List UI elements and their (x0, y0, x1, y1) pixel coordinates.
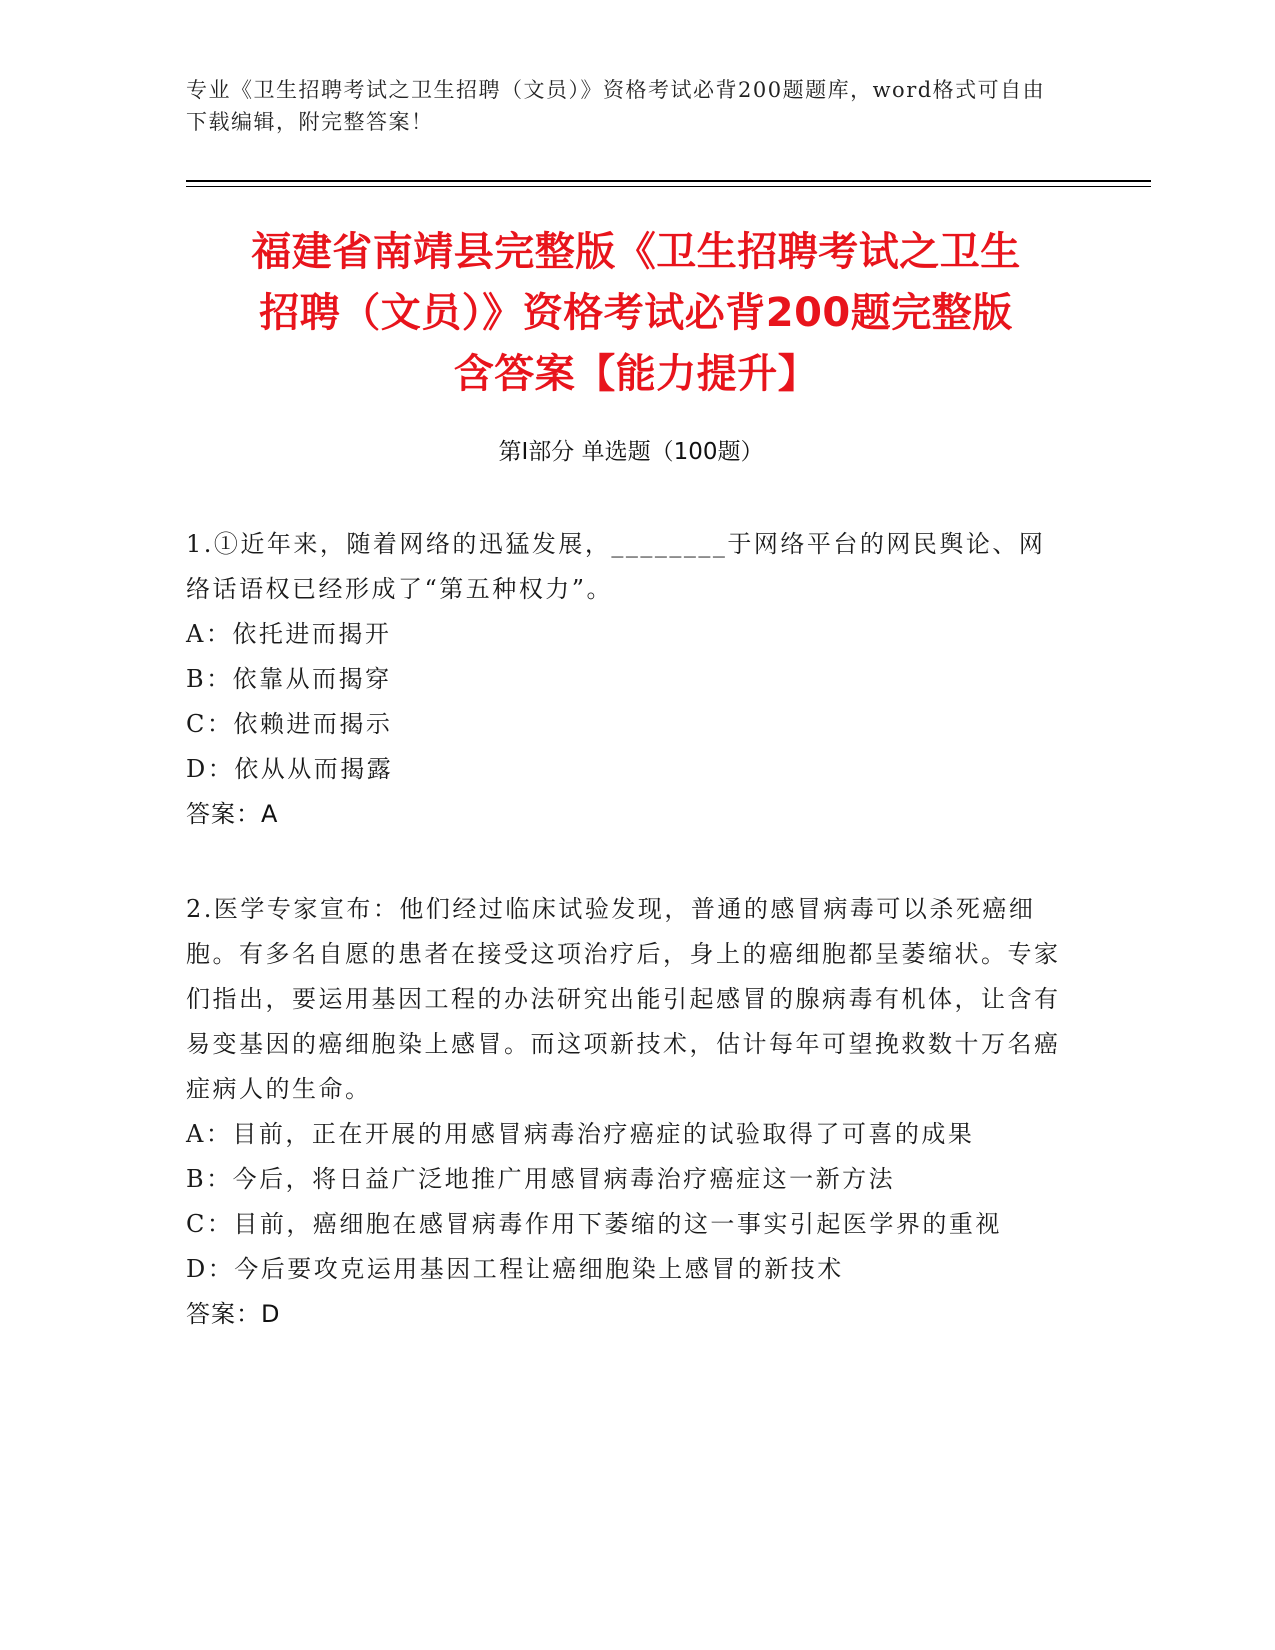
question-item (186, 887, 1066, 1337)
option-b: B：依靠从而揭穿 (186, 665, 392, 693)
answer-line: 答案：A (186, 800, 279, 828)
header-divider-thick (186, 180, 1151, 182)
option-d: D：依从从而揭露 (186, 755, 394, 783)
option-d: D：今后要攻克运用基因工程让癌细胞染上感冒的新技术 (186, 1255, 844, 1283)
title-line: 含答案【能力提升】 (453, 351, 819, 397)
answer-line: 答案：D (186, 1300, 281, 1328)
header-divider-thin (186, 186, 1151, 187)
header-note: 专业《卫生招聘考试之卫生招聘（文员）》资格考试必背200题题库，word格式可自由下载编辑，附完整答案！ (186, 78, 1046, 134)
document-title (186, 222, 1086, 405)
option-a: A：依托进而揭开 (186, 620, 392, 648)
option-b: B：今后，将日益广泛地推广用感冒病毒治疗癌症这一新方法 (186, 1165, 896, 1193)
title-line: 招聘（文员）》资格考试必背200题完整版 (259, 290, 1013, 336)
option-a: A：目前，正在开展的用感冒病毒治疗癌症的试验取得了可喜的成果 (186, 1120, 975, 1148)
question-stem: 1.①近年来，随着网络的迅猛发展，________于网络平台的网民舆论、网络话语权已经形成了“第五种权力”。 (186, 530, 1046, 603)
question-stem: 2.医学专家宣布：他们经过临床试验发现，普通的感冒病毒可以杀死癌细胞。有多名自愿的患者在接受这项治疗后，身上的癌细胞都呈萎缩状。专家们指出，要运用基因工程的办法研究出能引起感冒的腺病毒有机体，让含有易变基因的癌细胞染上感冒。而这项新技术，估计每年可望挽救数十万名癌症病人的生命。 (186, 895, 1061, 1103)
option-c: C：依赖进而揭示 (186, 710, 393, 738)
question-item (186, 522, 1066, 837)
title-line: 福建省南靖县完整版《卫生招聘考试之卫生 (251, 229, 1021, 275)
option-c: C：目前，癌细胞在感冒病毒作用下萎缩的这一事实引起医学界的重视 (186, 1210, 1002, 1238)
section-title: 第Ⅰ部分 单选题（100题） (498, 439, 764, 465)
